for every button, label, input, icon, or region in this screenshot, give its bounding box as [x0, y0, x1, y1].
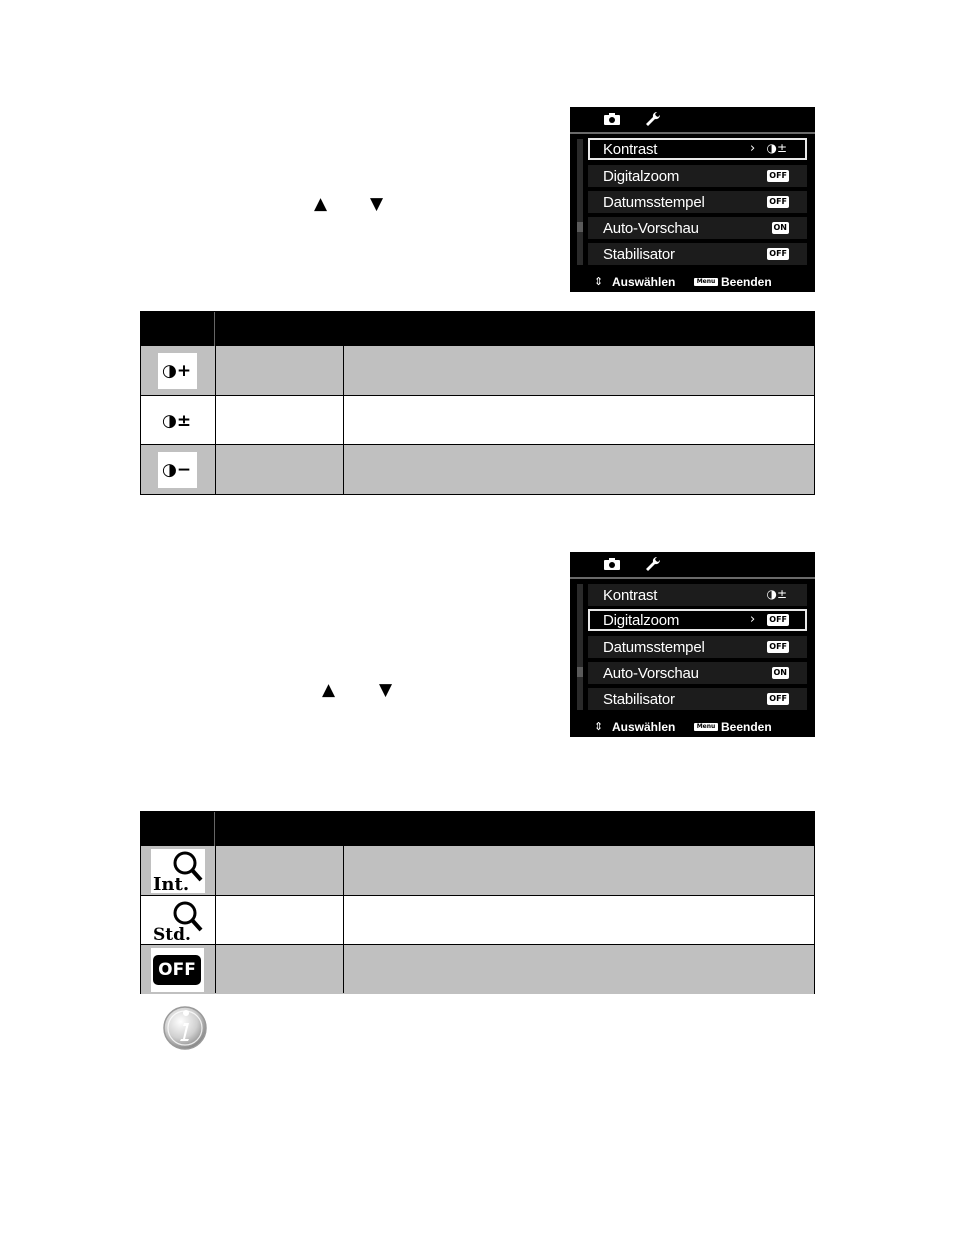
scrollbar[interactable]: [577, 584, 583, 710]
column-divider: [215, 346, 216, 494]
scrollbar-thumb[interactable]: [577, 222, 583, 232]
table-header: [141, 312, 814, 346]
select-hint: Auswählen: [612, 275, 676, 289]
table-header: [141, 812, 814, 846]
table-row: [141, 945, 814, 994]
scrollbar[interactable]: [577, 139, 583, 265]
table-row: [141, 396, 814, 445]
navigate-icon: ⇕: [594, 720, 604, 733]
up-arrow-icon: ▲: [322, 680, 336, 700]
menu-item-label: Digitalzoom: [603, 612, 680, 629]
up-arrow-icon: ▲: [314, 194, 328, 214]
contrast-value: ◑±: [766, 587, 787, 601]
camera-tab-icon[interactable]: [604, 113, 620, 125]
camera-menu-screen-1: [570, 107, 815, 292]
table-row: [141, 346, 814, 395]
menu-item-label: Auto-Vorschau: [603, 220, 699, 237]
menu-item-label: Stabilisator: [603, 691, 675, 708]
wrench-tab-icon[interactable]: [645, 556, 661, 572]
svg-text:Std.: Std.: [153, 925, 191, 943]
digitalzoom-options-table: [140, 811, 815, 994]
menu-footer: [570, 719, 815, 737]
on-badge: ON: [773, 668, 787, 677]
menu-item-datumsstempel[interactable]: [588, 636, 807, 658]
off-badge: OFF: [769, 642, 787, 651]
menu-footer: [570, 274, 815, 292]
menu-item-stabilisator[interactable]: [588, 243, 807, 265]
off-badge: OFF: [769, 694, 787, 703]
camera-tab-icon[interactable]: [604, 558, 620, 570]
menu-item-label: Stabilisator: [603, 246, 675, 263]
header-divider: [214, 312, 215, 346]
navigate-icon: ⇕: [594, 275, 604, 288]
down-arrow-icon: ▼: [379, 680, 393, 700]
off-badge: OFF: [769, 197, 787, 206]
contrast-options-table: [140, 311, 815, 495]
menu-item-label: Digitalzoom: [603, 168, 680, 185]
contrast-low-icon: ◑−: [158, 452, 197, 488]
menu-tab-bar: [570, 107, 815, 133]
menu-item-label: Kontrast: [603, 141, 658, 158]
header-divider: [214, 812, 215, 846]
on-badge: ON: [773, 223, 787, 232]
exit-hint: Beenden: [721, 720, 772, 734]
column-divider: [343, 846, 344, 993]
scrollbar-thumb[interactable]: [577, 667, 583, 677]
tab-divider: [570, 577, 815, 579]
menu-item-datumsstempel[interactable]: [588, 191, 807, 213]
intelligent-zoom-icon: [151, 849, 205, 893]
exit-hint: Beenden: [721, 275, 772, 289]
off-badge: OFF: [769, 249, 787, 258]
info-note-icon: [162, 1005, 208, 1051]
column-divider: [343, 346, 344, 494]
svg-text:Int.: Int.: [153, 874, 190, 893]
contrast-normal-icon: ◑±: [158, 403, 197, 439]
table-row: [141, 445, 814, 494]
table-row: [141, 846, 814, 895]
chevron-right-icon: ›: [750, 141, 756, 156]
menu-item-digitalzoom[interactable]: [588, 609, 807, 631]
off-badge: OFF: [769, 615, 787, 624]
menu-item-kontrast[interactable]: [588, 584, 807, 606]
standard-zoom-icon: [151, 899, 205, 943]
menu-item-label: Datumsstempel: [603, 194, 705, 211]
menu-item-auto-vorschau[interactable]: [588, 217, 807, 239]
column-divider: [215, 846, 216, 993]
contrast-high-icon: ◑+: [158, 353, 197, 389]
off-badge: OFF: [769, 171, 787, 180]
menu-item-label: Auto-Vorschau: [603, 665, 699, 682]
menu-key-icon: Menu: [694, 278, 718, 286]
down-arrow-icon: ▼: [370, 194, 384, 214]
menu-key-icon: Menu: [694, 723, 718, 731]
tab-divider: [570, 132, 815, 134]
chevron-right-icon: ›: [750, 612, 756, 627]
menu-item-label: Datumsstempel: [603, 639, 705, 656]
menu-item-stabilisator[interactable]: [588, 688, 807, 710]
menu-item-kontrast[interactable]: [588, 138, 807, 160]
menu-item-label: Kontrast: [603, 587, 658, 604]
menu-item-digitalzoom[interactable]: [588, 165, 807, 187]
select-hint: Auswählen: [612, 720, 676, 734]
menu-tab-bar: [570, 552, 815, 578]
table-row: [141, 896, 814, 945]
contrast-value: ◑±: [766, 141, 787, 155]
menu-item-auto-vorschau[interactable]: [588, 662, 807, 684]
off-icon: OFF: [151, 948, 204, 992]
wrench-tab-icon[interactable]: [645, 111, 661, 127]
camera-menu-screen-2: [570, 552, 815, 737]
